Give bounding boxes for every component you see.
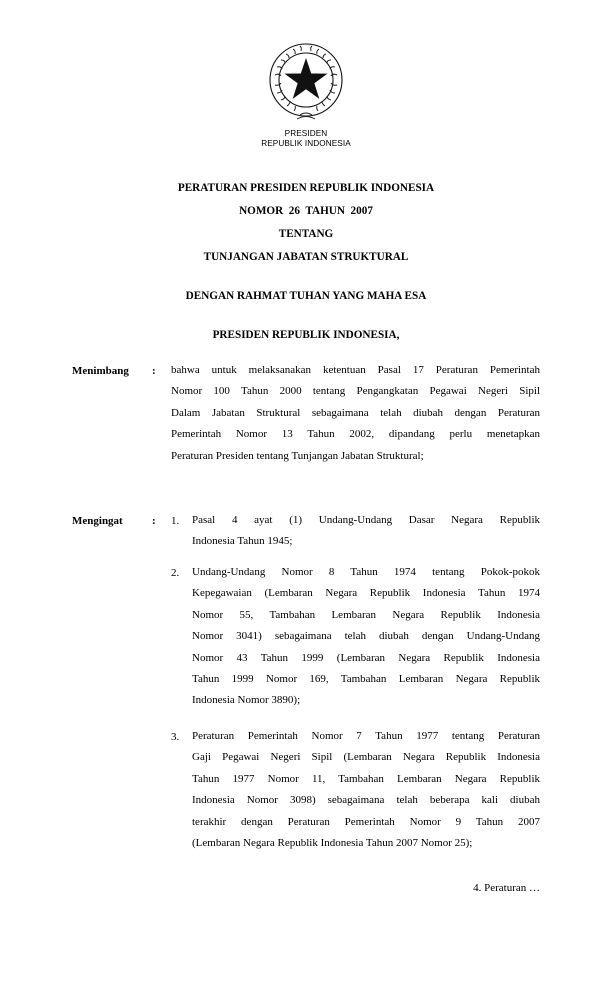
list-item-number: 1. — [171, 515, 180, 527]
list-item-number: 2. — [171, 567, 180, 579]
emblem-caption-republik: REPUBLIK INDONESIA — [261, 139, 351, 148]
text-line: Kepegawaian (Lembaran Negara Republik Indonesia Tahun 1974 — [192, 587, 540, 600]
text-line: Indonesia Tahun 1945; — [192, 535, 293, 548]
text-line: Dalam Jabatan Struktural sebagaimana telah diubah dengan Peraturan — [171, 406, 540, 419]
invocation-heading: DENGAN RAHMAT TUHAN YANG MAHA ESA — [185, 290, 427, 302]
menimbang-colon: : — [152, 365, 156, 377]
text-line: Undang-Undang Nomor 8 Tahun 1974 tentang Pokok-pokok — [192, 566, 540, 578]
list-item — [192, 726, 540, 854]
menimbang-label: Menimbang — [72, 365, 129, 377]
regulation-subject: TUNJANGAN JABATAN STRUKTURAL — [203, 251, 409, 263]
menimbang-paragraph — [171, 360, 540, 467]
regulation-title: PERATURAN PRESIDEN REPUBLIK INDONESIA — [177, 182, 435, 194]
list-item — [192, 562, 540, 712]
text-line: Tahun 1999 Nomor 169, Tambahan Lembaran Negara Republik — [192, 672, 540, 685]
text-line: Nomor 55, Tambahan Lembaran Negara Republik Indonesia — [192, 608, 540, 621]
text-line: Peraturan Pemerintah Nomor 7 Tahun 1977 tentang Peraturan — [192, 730, 540, 742]
text-line: Indonesia Nomor 3098) sebagaimana telah beberapa kali diubah — [192, 794, 540, 807]
text-line: (Lembaran Negara Republik Indonesia Tahun 2007 Nomor 25); — [192, 836, 473, 849]
regulation-number: NOMOR 26 TAHUN 2007 — [239, 205, 373, 217]
text-line: Indonesia Nomor 3890); — [192, 694, 301, 707]
text-line: Pasal 4 ayat (1) Undang-Undang Dasar Negara Republik — [192, 514, 540, 526]
text-line: bahwa untuk melaksanakan ketentuan Pasal 17 Peraturan Pemerintah — [171, 364, 540, 376]
page-continuation-marker: 4. Peraturan … — [473, 882, 540, 894]
regulation-tentang: TENTANG — [278, 228, 334, 240]
mengingat-label: Mengingat — [72, 515, 123, 527]
text-line: Gaji Pegawai Negeri Sipil (Lembaran Negara Republik Indonesia — [192, 751, 540, 764]
mengingat-colon: : — [152, 515, 156, 527]
emblem-caption-presiden: PRESIDEN — [284, 129, 328, 138]
text-line: Nomor 100 Tahun 2000 tentang Pengangkatan Pegawai Negeri Sipil — [171, 385, 540, 398]
text-line: Peraturan Presiden tentang Tunjangan Jabatan Struktural; — [171, 449, 424, 462]
text-line: Nomor 43 Tahun 1999 (Lembaran Negara Republik Indonesia — [192, 651, 540, 664]
text-line: Pemerintah Nomor 13 Tahun 2002, dipandang perlu menetapkan — [171, 428, 540, 441]
text-line: terakhir dengan Peraturan Pemerintah Nomor 9 Tahun 2007 — [192, 815, 540, 828]
list-item-number: 3. — [171, 731, 180, 743]
presidential-emblem-icon — [267, 41, 345, 123]
issuer-heading: PRESIDEN REPUBLIK INDONESIA, — [212, 329, 400, 341]
list-item — [192, 510, 540, 553]
text-line: Tahun 1977 Nomor 11, Tambahan Lembaran Negara Republik — [192, 772, 540, 785]
text-line: Nomor 3041) sebagaimana telah diubah dengan Undang-Undang — [192, 630, 540, 643]
